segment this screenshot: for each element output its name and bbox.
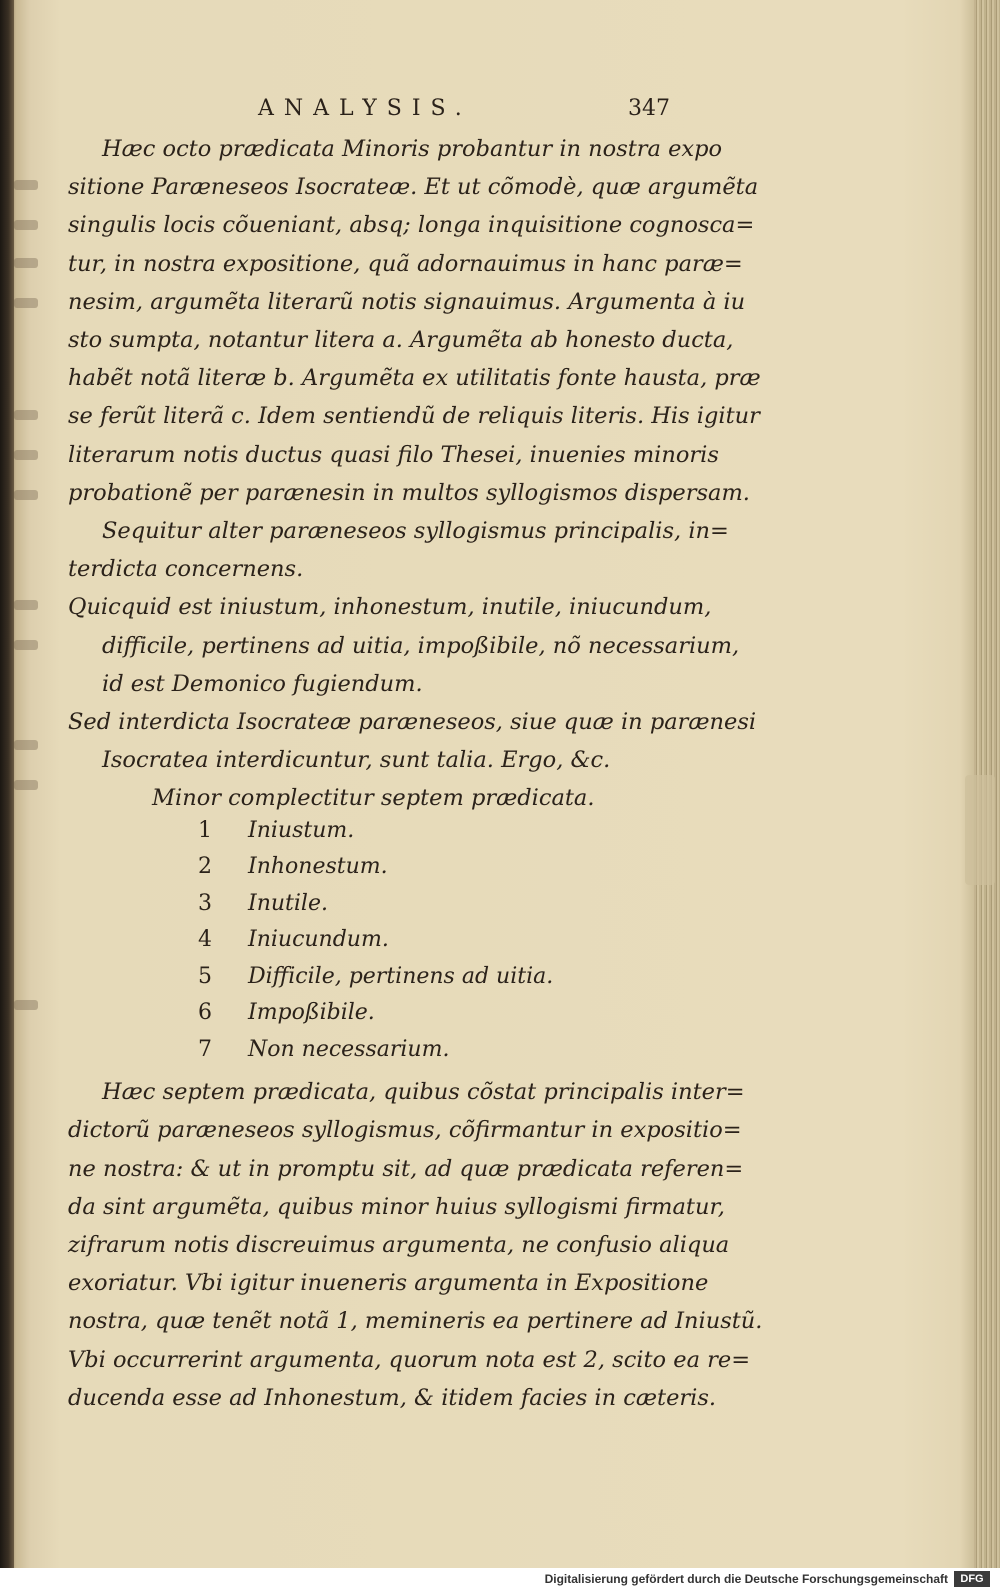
paragraph-2 <box>68 512 728 588</box>
text-line: Hæc octo prædicata Minoris probantur in nostra expo <box>102 136 723 162</box>
digitization-footer <box>0 1568 1000 1592</box>
text-line: sto sumpta, notantur litera a. Argumẽta ab honesto ducta, <box>68 327 734 354</box>
item-number: 4 <box>198 927 212 953</box>
text-line: ducenda esse ad Inhonestum, & itidem facies in cæteris. <box>68 1384 717 1411</box>
item-number: 3 <box>198 890 212 916</box>
item-text: Inhonestum. <box>248 854 388 880</box>
item-text: Non necessarium. <box>248 1036 450 1062</box>
page-number: 347 <box>628 96 670 121</box>
text-line: sitione Paræneseos Isocrateæ. Et ut cõmodè, quæ argumẽta <box>68 174 759 201</box>
dfg-logo: DFG <box>954 1571 990 1587</box>
text-line: da sint argumẽta, quibus minor huius syllogismi firmatur, <box>68 1193 725 1220</box>
text-line: probationẽ per parænesin in multos syllogismos dispersam. <box>68 479 750 506</box>
facing-page-bleed <box>14 180 44 1060</box>
list-item <box>68 854 728 891</box>
text-line: singulis locis cõueniant, absq; longa inquisitione cognosca= <box>68 212 755 239</box>
text-line: Vbi occurrerint argumenta, quorum nota est 2, scito ea re= <box>68 1346 751 1373</box>
text-line: terdicta concernens. <box>68 556 304 583</box>
text-line: exoriatur. Vbi igitur inueneris argumenta in Expositione <box>68 1270 709 1297</box>
text-line: Quicquid est iniustum, inhonestum, inutile, iniucundum, <box>68 594 712 621</box>
text-line: nostra, quæ tenẽt notã 1, memineris ea pertinere ad Iniustũ. <box>68 1308 763 1335</box>
running-head: ANALYSIS. <box>258 96 472 121</box>
text-line: tur, in nostra expositione, quã adornauimus in hanc paræ= <box>68 250 743 277</box>
page-tab-marker <box>965 775 995 885</box>
item-number: 7 <box>198 1036 212 1062</box>
text-line: zifrarum notis discreuimus argumenta, ne confusio aliqua <box>68 1231 730 1258</box>
list-item <box>68 927 728 964</box>
minor-intro: Minor complectitur septem prædicata. <box>152 785 595 812</box>
text-line: id est Demonico fugiendum. <box>102 670 423 697</box>
major-premise <box>68 588 740 703</box>
funding-credit: Digitalisierung gefördert durch die Deutsche Forschungsgemeinschaft <box>544 1572 948 1586</box>
text-line: Isocratea interdicuntur, sunt talia. Ergo, &c. <box>102 747 611 774</box>
list-item <box>68 1037 728 1074</box>
text-line: nesim, argumẽta literarũ notis signauimus. Argumenta à iu <box>68 288 746 315</box>
text-line: difficile, pertinens ad uitia, impoßibile, nõ necessarium, <box>102 632 740 659</box>
book-spine <box>0 0 14 1568</box>
list-item <box>68 891 728 928</box>
item-number: 6 <box>198 1000 212 1026</box>
list-item <box>68 964 728 1001</box>
item-text: Iniustum. <box>248 817 355 843</box>
page-text-block <box>68 96 763 1417</box>
item-text: Difficile, pertinens ad uitia. <box>248 963 554 989</box>
list-item <box>68 1000 728 1037</box>
text-line: se ferũt literã c. Idem sentiendũ de reliquis literis. His igitur <box>68 403 760 430</box>
text-line: habẽt notã literæ b. Argumẽta ex utilitatis fonte hausta, præ <box>68 365 761 392</box>
text-line: ne nostra: & ut in promptu sit, ad quæ prædicata referen= <box>68 1155 744 1182</box>
item-number: 2 <box>198 854 212 880</box>
item-text: Iniucundum. <box>248 927 389 953</box>
item-text: Inutile. <box>248 890 328 916</box>
paragraph-3 <box>68 1073 763 1417</box>
minor-premise <box>68 703 757 779</box>
text-line: literarum notis ductus quasi filo Thesei, inuenies minoris <box>68 441 719 468</box>
page-header <box>68 96 728 130</box>
paragraph-1 <box>68 130 761 512</box>
item-number: 5 <box>198 963 212 989</box>
text-line: Hæc septem prædicata, quibus cõstat principalis inter= <box>102 1079 745 1106</box>
predicate-list <box>68 818 728 1074</box>
text-line: Sed interdicta Isocrateæ paræneseos, siue quæ in parænesi <box>68 709 757 736</box>
item-text: Impoßibile. <box>248 1000 375 1026</box>
list-item <box>68 818 728 855</box>
text-line: dictorũ paræneseos syllogismus, cõfirmantur in expositio= <box>68 1117 742 1144</box>
text-line: Sequitur alter paræneseos syllogismus principalis, in= <box>102 518 729 545</box>
item-number: 1 <box>198 817 212 843</box>
